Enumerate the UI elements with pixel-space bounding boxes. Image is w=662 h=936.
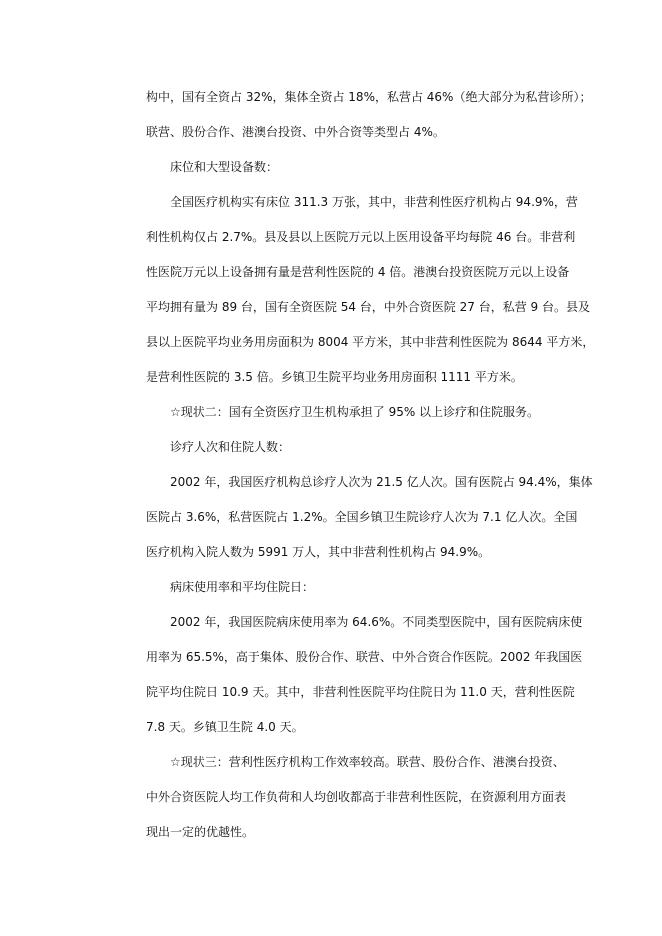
paragraph-line: 中外合资医院人均工作负荷和人均创收都高于非营利性医院，在资源利用方面表: [146, 790, 567, 804]
paragraph-line: 利性机构仅占 2.7%。县及县以上医院万元以上医用设备平均每院 46 台。非营利: [146, 230, 576, 244]
section-heading: 床位和大型设备数：: [170, 160, 279, 174]
section-heading: 诊疗人次和住院人数：: [170, 440, 291, 454]
status-heading: ☆现状三：营利性医疗机构工作效率较高。联营、股份合作、港澳台投资、: [170, 755, 565, 769]
paragraph-line: 构中，国有全资占 32%，集体全资占 18%，私营占 46%（绝大部分为私营诊所）；: [146, 90, 592, 104]
paragraph-line: 用率为 65.5%，高于集体、股份合作、联营、中外合资合作医院。2002 年我国医: [146, 650, 583, 664]
paragraph-line: 院平均住院日 10.9 天。其中，非营利性医院平均住院日为 11.0 天，营利性医院: [146, 685, 575, 699]
paragraph-line: 2002 年，我国医疗机构总诊疗人次为 21.5 亿人次。国有医院占 94.4%，集体: [170, 475, 593, 489]
paragraph-line: 性医院万元以上设备拥有量是营利性医院的 4 倍。港澳台投资医院万元以上设备: [146, 265, 570, 279]
paragraph-line: 县以上医院平均业务用房面积为 8004 平方米，其中非营利性医院为 8644 平方米，: [146, 335, 595, 349]
paragraph-line: 医疗机构入院人数为 5991 万人，其中非营利性机构占 94.9%。: [146, 545, 491, 559]
paragraph-line: 医院占 3.6%，私营医院占 1.2%。全国乡镇卫生院诊疗人次为 7.1 亿人次。全国: [146, 510, 578, 524]
paragraph-line: 联营、股份合作、港澳台投资、中外合资等类型占 4%。: [146, 125, 445, 139]
paragraph-line: 平均拥有量为 89 台，国有全资医院 54 台，中外合资医院 27 台，私营 9 台。县及: [146, 300, 590, 314]
paragraph-line: 7.8 天。乡镇卫生院 4.0 天。: [146, 720, 304, 734]
section-heading: 病床使用率和平均住院日：: [170, 580, 315, 594]
paragraph-line: 全国医疗机构实有床位 311.3 万张，其中，非营利性医疗机构占 94.9%，营: [170, 195, 578, 209]
paragraph-line: 是营利性医院的 3.5 倍。乡镇卫生院平均业务用房面积 1111 平方米。: [146, 370, 523, 384]
status-heading: ☆现状二：国有全资医疗卫生机构承担了 95% 以上诊疗和住院服务。: [170, 405, 540, 419]
paragraph-line: 现出一定的优越性。: [146, 825, 255, 839]
paragraph-line: 2002 年，我国医院病床使用率为 64.6%。不同类型医院中，国有医院病床使: [170, 615, 583, 629]
